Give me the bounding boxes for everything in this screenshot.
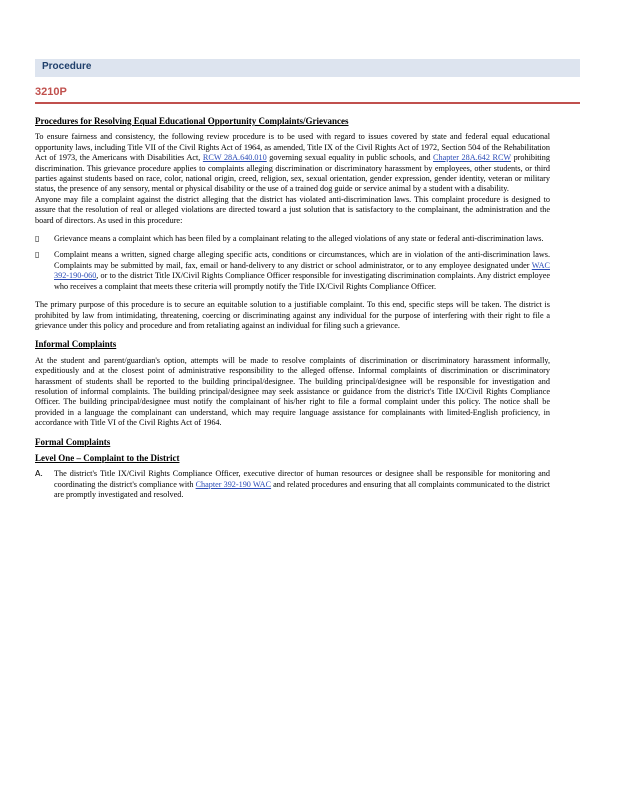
definition-complaint (35, 250, 550, 292)
formal-heading: Formal Complaints (35, 436, 111, 447)
section-label: Procedure (42, 61, 92, 72)
divider (35, 102, 580, 104)
definitions-list (35, 234, 550, 292)
intro-paragraph (35, 132, 550, 226)
procedure-code: 3210P (35, 86, 67, 98)
level-one-text-b: and related procedures and ensuring that all complaints communicated to the district are promptly investigated and resolved. (54, 479, 551, 500)
document-body (35, 116, 550, 509)
informal-paragraph: At the student and parent/guardian's option, attempts will be made to resolve complaints of discrimination or discriminatory harassment informally, expeditiously and at the closest point of administrative responsibility to the alleged offense. Informal complaints of discrimination or discriminatory harassment of students shall be reported to the building principal/designee. The building principal/designee will be responsible for investigation and resolution of informal complaints. The building principal/designee may seek assistance or guidance from the district's Title IX/Civil Rights Compliance Officer. The building principal/designee must notify the complainant of his/her right to file a formal complaint under this policy. The notice shall be provided in a language the complainant can understand, which may require language assistance for complainants with limited-English proficiency, in accordance with Title VI of the Civil Rights Act of 1964. (35, 355, 550, 428)
definition-grievance (35, 234, 550, 244)
section-banner (35, 59, 580, 77)
level-one-text-a: The district's Title IX/Civil Rights Compliance Officer, executive director of human resources or designee shall be responsible for monitoring and coordinating the district's compliance with (54, 469, 550, 489)
purpose-paragraph: The primary purpose of this procedure is to secure an equitable solution to a justifiable complaint. To this end, specific steps will be taken. The district is prohibited by law from intimidating, threatening, coercing or discriminating against any individual for the purpose of interfering with their right to file a grievance under this policy and procedure and from retaliating against an individual for filing such a grievance. (35, 300, 550, 330)
informal-heading: Informal Complaints (35, 339, 117, 350)
intro-text-1: To ensure fairness and consistency, the following review procedure is to be used with regard to issues covered by state and federal equal educational opportunity laws, including Title VII of the Civil Rights Act of 1964, as amended, Title IX of the Civil Rights Act of 1972, Section 504 of the Rehabilitation Act of 1973, the Americans with Disabilities Act, (35, 132, 550, 163)
level-one-heading: Level One – Complaint to the District (35, 452, 180, 463)
rcw-28a-640-010-link[interactable]: RCW 28A.640.010 (202, 153, 267, 163)
intro-text-2: governing sexual equality in public schools, and (266, 153, 434, 163)
definition-text-a: Complaint means a written, signed charge alleging specific acts, conditions or circumstances, which are in violation of the anti-discrimination laws. Complaints may be submitted by mail, fax, email or hand-delivery to any district or school administrator, or to any employee designated under (54, 250, 550, 270)
chapter-28a-642-rcw-link[interactable]: Chapter 28A.642 RCW (433, 153, 511, 163)
item-marker: A. (35, 469, 43, 479)
level-one-list (35, 469, 550, 500)
level-one-item-a (35, 469, 550, 500)
intro-text-3: prohibiting discrimination. This grievance procedure applies to complaints alleging discrimination or discriminatory harassment by employees, other students, or third parties against students based on race, color, national origin, creed, religion, sex, sexual orientation, gender expression, gender identity, veteran or military status, the presence of any sensory, mental or physical disability or the use of a trained dog guide or service animal by a student with a disability. (35, 153, 550, 194)
bullet-marker: ▯ (35, 234, 40, 244)
chapter-392-190-wac-link[interactable]: Chapter 392-190 WAC (195, 479, 272, 489)
definition-text: Grievance means a complaint which has been filed by a complainant relating to the alleged violations of any state or federal anti-discrimination laws. (54, 234, 544, 244)
bullet-marker: ▯ (35, 250, 40, 260)
document-title: Procedures for Resolving Equal Educational Opportunity Complaints/Grievances (35, 116, 349, 126)
wac-392-190-060-link[interactable]: WAC 392-190-060 (54, 260, 550, 281)
intro-text-4: Anyone may file a complaint against the district alleging that the district has violated anti-discrimination laws. This complaint procedure is designed to assure that the resolution of real or alleged violations are directed toward a just solution that is satisfactory to the complainant, the administration and the board of directors. As used in this procedure: (35, 194, 550, 225)
definition-text-b: , or to the district Title IX/Civil Rights Compliance Officer responsible for investigating discrimination complaints. Any district employee who receives a complaint that meets these criteria will promptly notify the Title IX/Civil Rights Compliance Officer. (54, 271, 550, 291)
